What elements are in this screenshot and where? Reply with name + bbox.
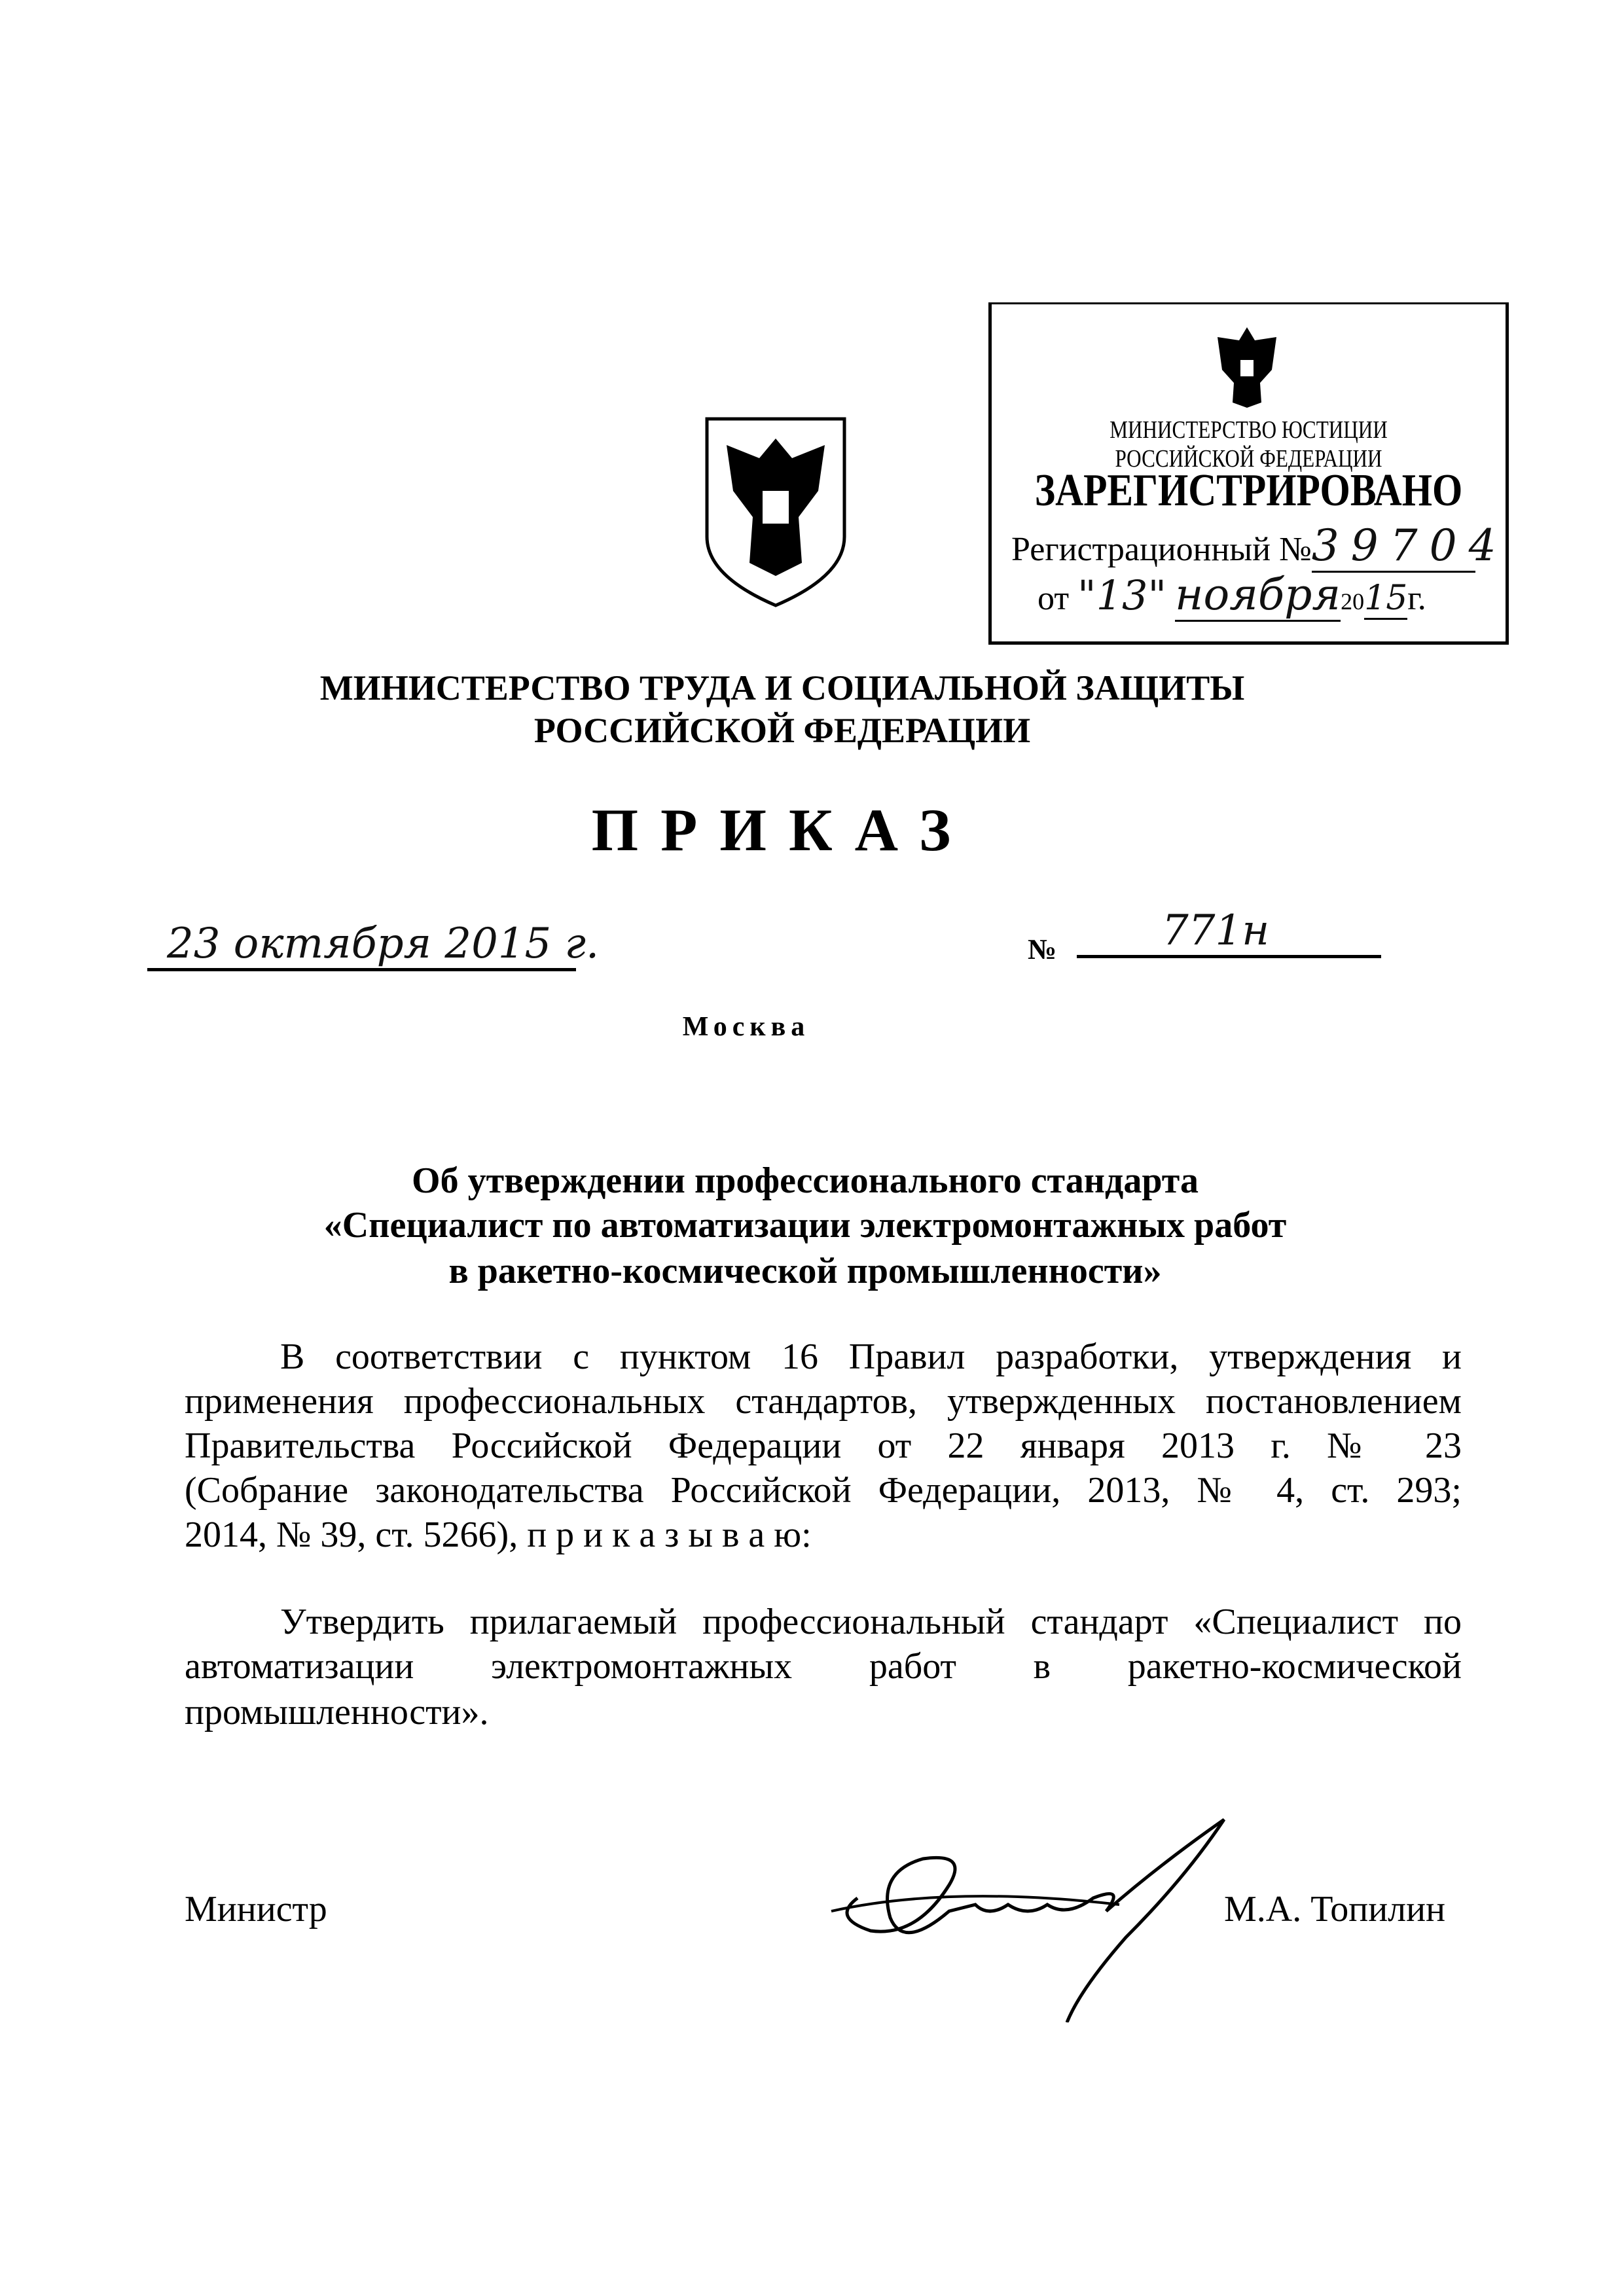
stamp-reg-number: 39704 xyxy=(1312,520,1475,573)
stamp-emblem-icon xyxy=(1214,324,1280,409)
paragraph-1-line: В соответствии с пунктом 16 Правил разработки, утверждения и xyxy=(280,1336,1462,1377)
handwritten-signature xyxy=(818,1806,1276,2022)
registration-stamp xyxy=(988,302,1509,645)
title-line-1: Об утверждении профессионального стандарта xyxy=(412,1160,1199,1201)
number-label: № xyxy=(1028,933,1057,965)
paragraph-1-line: 2014, № 39, ст. 5266), п р и к а з ы в а ю: xyxy=(185,1515,812,1555)
stamp-date-year-prefix: 20 xyxy=(1341,588,1365,615)
title-line-2: «Специалист по автоматизации электромонтажных работ xyxy=(323,1205,1287,1246)
stamp-status: ЗАРЕГИСТРИРОВАНО xyxy=(1034,465,1463,516)
stamp-date-day: "13" xyxy=(1077,571,1166,619)
stamp-org: МИНИСТЕРСТВО ЮСТИЦИИ РОССИЙСКОЙ ФЕДЕРАЦИИ xyxy=(1110,416,1388,473)
paragraph-2-line: промышленности». xyxy=(185,1692,489,1732)
paragraph-1-line: (Собрание законодательства Российской Федерации, 2013, № 4, ст. 293; xyxy=(185,1470,1462,1511)
stamp-date-month: ноября xyxy=(1175,569,1341,622)
stamp-reg-label: Регистрационный № xyxy=(1011,531,1312,568)
paragraph-2-line: автоматизации электромонтажных работ в ракетно-космической xyxy=(185,1646,1462,1687)
stamp-reg-row xyxy=(1011,520,1508,573)
stamp-date-year: 15 xyxy=(1364,579,1407,620)
paragraph-2-line: Утвердить прилагаемый профессиональный стандарт «Специалист по xyxy=(280,1602,1462,1642)
order-number: 771н xyxy=(1077,906,1381,958)
stamp-date-suffix: г. xyxy=(1407,580,1426,617)
title-line-3: в ракетно-космической промышленности» xyxy=(448,1251,1162,1291)
ministry-line-2: РОССИЙСКОЙ ФЕДЕРАЦИИ xyxy=(533,711,1031,750)
stamp-date-row xyxy=(1038,569,1426,620)
paragraph-1-line: Правительства Российской Федерации от 22 января 2013 г. № 23 xyxy=(185,1426,1462,1466)
city: Москва xyxy=(682,1012,810,1042)
coat-of-arms-icon xyxy=(694,412,857,609)
signatory-name: М.А. Топилин xyxy=(1224,1889,1446,1929)
ministry-line-1: МИНИСТЕРСТВО ТРУДА И СОЦИАЛЬНОЙ ЗАЩИТЫ xyxy=(319,668,1245,708)
signatory-position: Министр xyxy=(185,1889,327,1929)
document-type: ПРИКАЗ xyxy=(591,797,973,863)
paragraph-1-line: применения профессиональных стандартов, утвержденных постановлением xyxy=(185,1381,1462,1422)
stamp-date-prefix: от xyxy=(1038,580,1070,617)
order-date: 23 октября 2015 г. xyxy=(147,920,576,971)
